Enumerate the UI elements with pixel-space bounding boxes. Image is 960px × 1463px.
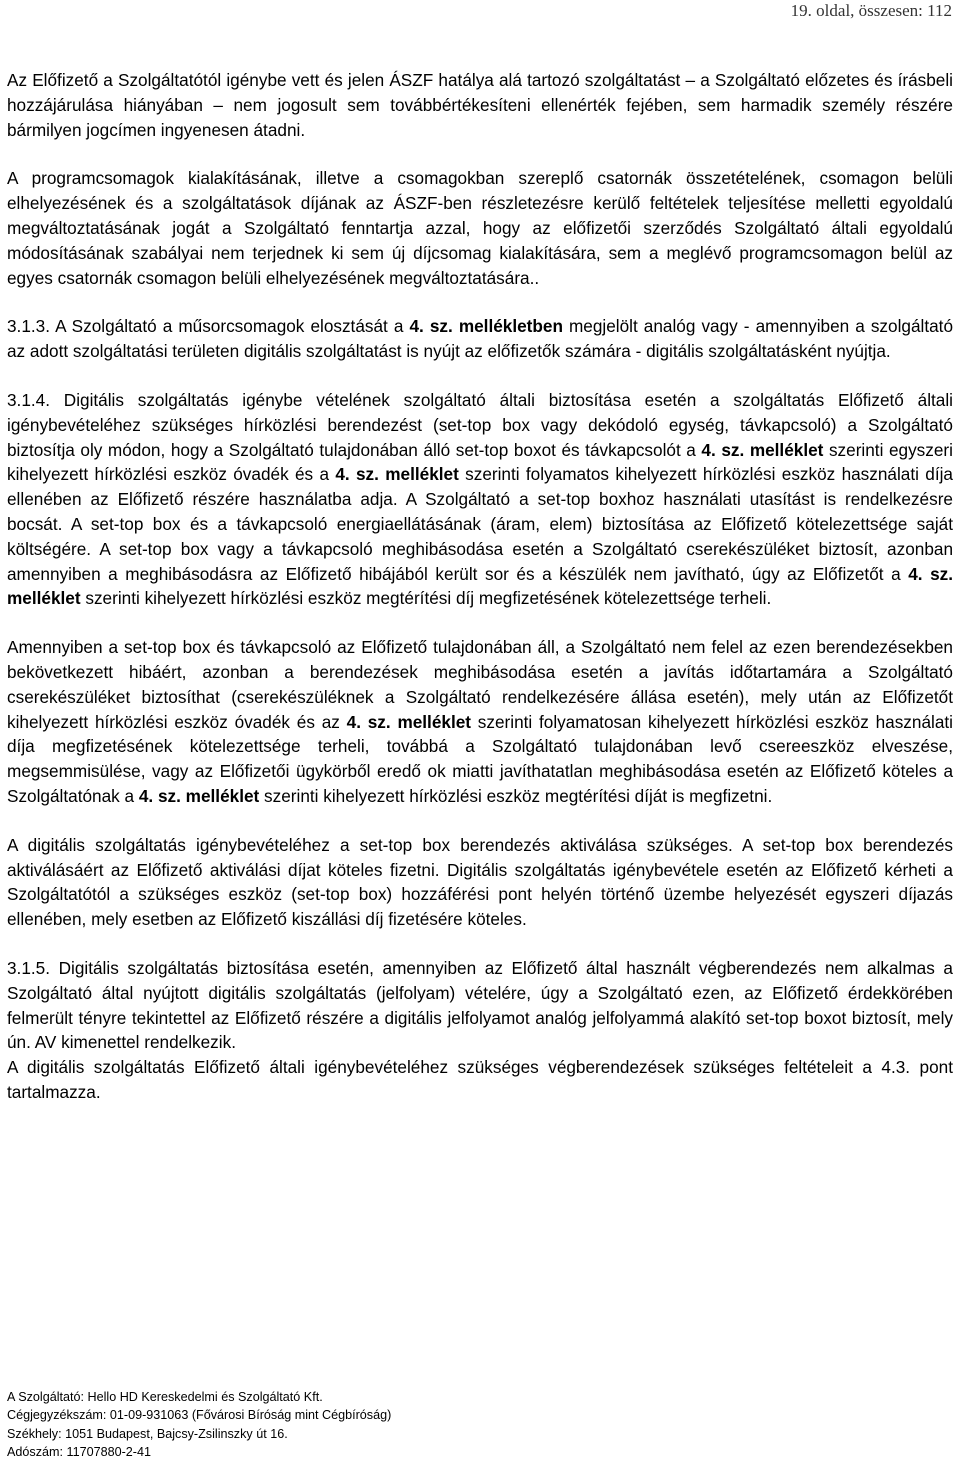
paragraph-activation: A digitális szolgáltatás igénybevételéhez a set-top box berendezés aktiválása szükséges. A set-top box berendezés aktiválásáért az Előfizető aktiválási díjat köteles fizetni. Digitális szolgáltatás igénybevétele esetén az Előfizető kérheti a Szolgáltatótól a szükséges eszköz (set-top box) hozzáférési pont helyén történő üzembe helyezését egyszeri díjazás ellenében, mely esetben az Előfizető kiszállási díj fizetésére köteles. [7, 834, 953, 930]
text-segment: szerinti folyamatos kihelyezett hírközlési eszköz használati díja ellenében az Előfizető részére használatba adja. A Szolgáltató a set-top boxhoz használati utasítást is rendelkezésre bocsát. A set-top box és a távkapcsoló energiaellátásának (áram, elem) biztosítása az Előfizető kötelezettsége saját költségére. A set-top box vagy a távkapcsoló meghibásodása esetén a Szolgáltató cserekészüléket biztosít, azonban amennyiben a meghibásodásra az Előfizető hibájából került sor és a készülék nem javítható, úgy az Előfizetőt a [7, 464, 953, 584]
footer-company-name: A Szolgáltató: Hello HD Kereskedelmi és Szolgáltató Kft. [7, 1390, 323, 1404]
page-indicator: 19. oldal, összesen: 112 [790, 1, 952, 20]
footer-address: Székhely: 1051 Budapest, Bajcsy-Zsilinszky út 16. [7, 1426, 288, 1441]
paragraph-subscriber-owned-device [7, 635, 953, 809]
annex-reference: 4. sz. melléklet [138, 785, 260, 806]
annex-reference: 4. sz. [409, 316, 453, 337]
company-footer [7, 1388, 391, 1462]
text-segment: 3.1.4. Digitális szolgáltatás igénybe vételének szolgáltató általi biztosítása esetén a szolgáltatás Előfizető általi igénybevételéhez szükséges hírközlési berendezést (set-top box vagy dekódoló egység, távkapcsoló) a Szolgáltató biztosítja oly módon, hogy a Szolgáltató tulajdonában álló set-top boxot és távkapcsolót a [7, 389, 953, 460]
text-segment: szerinti kihelyezett hírközlési eszköz megtérítési díj megfizetésének kötelezettsége terheli. [80, 588, 772, 609]
footer-registration-number: Cégjegyzékszám: 01-09-931063 (Fővárosi Bíróság mint Cégbíróság) [7, 1408, 392, 1423]
annex-reference: 4. sz. melléklet [701, 439, 824, 460]
text-segment: szerinti kihelyezett hírközlési eszköz megtérítési díját is megfizetni. [259, 785, 773, 806]
paragraph-resale-restriction: Az Előfizető a Szolgáltatótól igénybe vett és jelen ÁSZF hatálya alá tartozó szolgáltatást – a Szolgáltató előzetes és írásbeli hozzájárulása hiányában – nem jogosult sem továbbértékesíteni ellenérték fejében, sem harmadik személy részére bármilyen jogcímen ingyenesen átadni. [7, 70, 953, 140]
annex-reference: 4. sz. melléklet [335, 464, 459, 485]
annex-reference: 4. sz. melléklet [7, 563, 953, 609]
paragraph-3-1-3 [7, 314, 953, 364]
text-segment: szerinti egyszeri kihelyezett hírközlési eszköz óvadék és a [7, 439, 953, 485]
paragraph-package-modification: A programcsomagok kialakításának, illetve a csomagokban szereplő csatornák összetételének, csomagon belüli elhelyezésének és a szolgáltatások díjának az ÁSZF-ben részletezésre kerülő feltételek teljesítése melletti egyoldalú megváltoztatásának jogát a Szolgáltató fenntartja azzal, hogy az előfizetői szerződés Szolgáltató általi egyoldalú módosításának szabályai nem terjednek ki sem új díjcsomag kialakítására, sem a meglévő programcsomagon belül az egyes csatornák csomagon belüli elhelyezésének megváltoztatására.. [7, 168, 953, 288]
footer-tax-number: Adószám: 11707880-2-41 [7, 1445, 151, 1460]
text-segment: 3.1.3. A Szolgáltató a műsorcsomagok elosztását a [7, 316, 410, 337]
text-segment: megjelölt analóg vagy - amennyiben a szolgáltató az adott szolgáltatási területen digitális szolgáltatást is nyújt az előfizetők számára - digitális szolgáltatásként nyújtja. [7, 316, 954, 362]
paragraph-end-device-requirements: A digitális szolgáltatás Előfizető általi igénybevételéhez szükséges végberendezések szükséges feltételeit a 4.3. pont tartalmazza. [7, 1057, 953, 1102]
paragraph-3-1-4 [7, 388, 953, 611]
text-segment: szerinti folyamatosan kihelyezett hírközlési eszköz használati díja megfizetésének kötelezettsége terheli, továbbá a Szolgáltató tulajdonában levő csereeszköz elveszése, megsemmisülése, vagy az Előfizetői ügykörből eredő ok miatti javíthatatlan meghibásodása esetén az Előfizető köteles a Szolgáltatónak a [7, 711, 953, 806]
annex-reference: mellékletben [458, 316, 563, 337]
annex-reference: 4. sz. melléklet [346, 711, 472, 732]
paragraph-3-1-5: 3.1.5. Digitális szolgáltatás biztosítása esetén, amennyiben az Előfizető által használt végberendezés nem alkalmas a Szolgáltató által nyújtott digitális szolgáltatás (jelfolyam) vételére, úgy a Szolgáltató ezen, az Előfizető érdekkörében felmerült tényre tekintettel az Előfizető részére a digitális jelfolyamot analóg jelfolyammá alakító set-top boxot biztosít, mely ún. AV kimenettel rendelkezik. [7, 957, 953, 1053]
document-body [7, 68, 953, 1105]
text-segment: Amennyiben a set-top box és távkapcsoló az Előfizető tulajdonában áll, a Szolgáltató nem felel az ezen berendezésekben bekövetkezett hibáért, azonban a berendezések meghibásodása esetén a javítás időtartamára a Szolgáltató cserekészüléket biztosíthat (cserekészüléknek a Szolgáltató rendelkezésére állása esetén), mely után az Előfizetőt kihelyezett hírközlési eszköz óvadék és az [7, 637, 953, 732]
